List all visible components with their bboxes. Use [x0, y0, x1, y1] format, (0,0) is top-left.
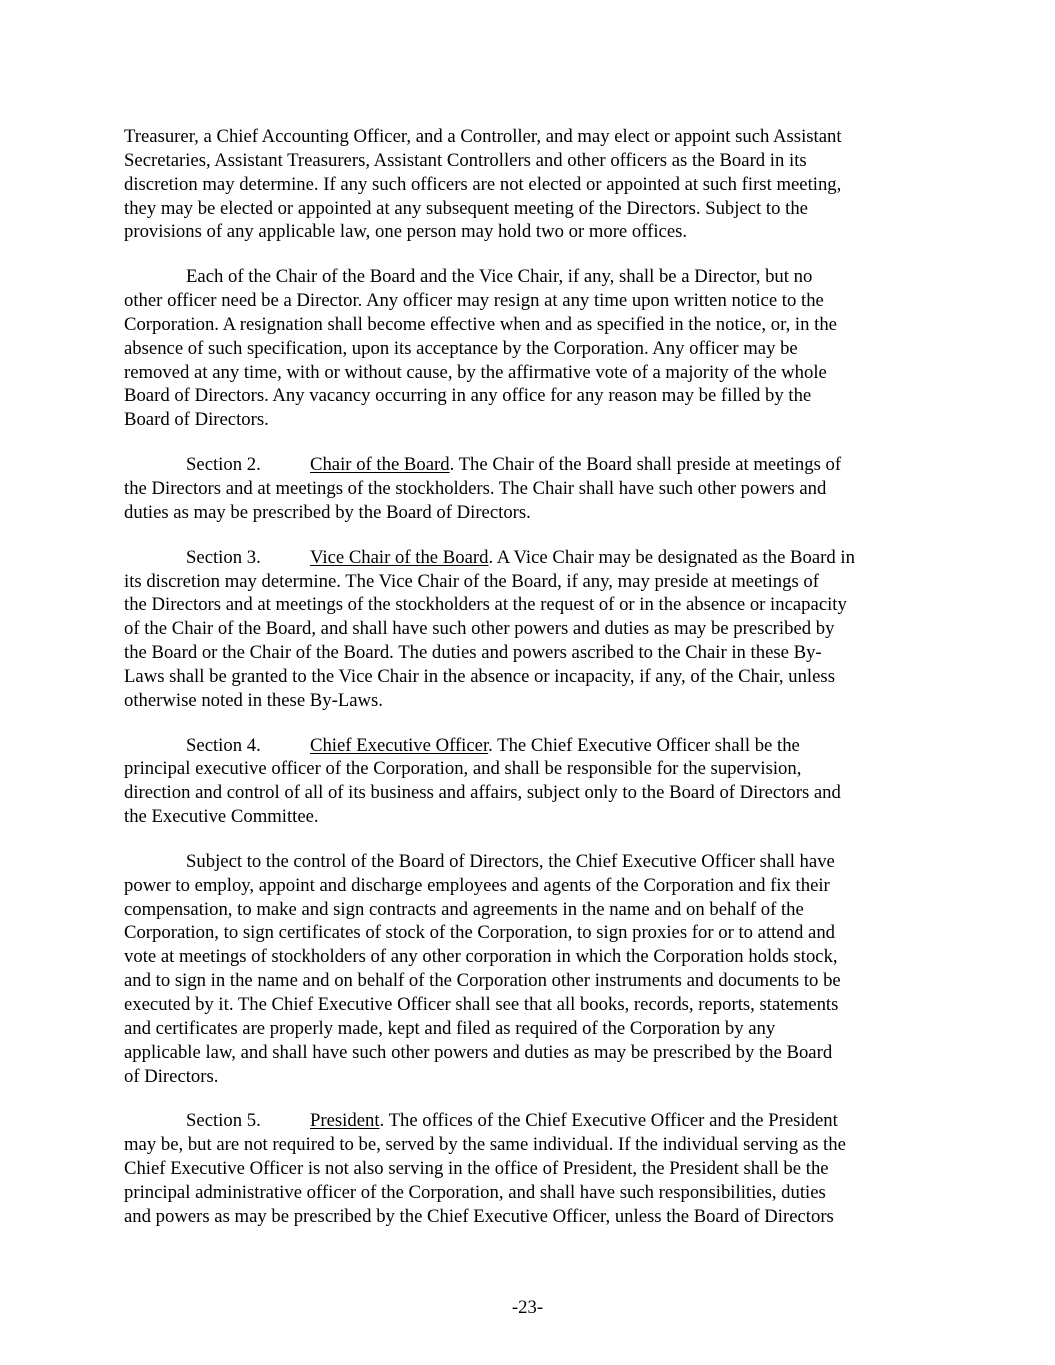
section-text: . The offices of the Chief Executive Officer and the President	[379, 1110, 838, 1132]
text-line: compensation, to make and sign contracts and agreements in the name and on behalf of the	[124, 898, 804, 920]
text-line: the Directors and at meetings of the stockholders at the request of or in the absence or incapacity	[124, 594, 847, 616]
text-line: and certificates are properly made, kept and filed as required of the Corporation by any	[124, 1017, 776, 1039]
section-first-line	[124, 734, 944, 758]
section-heading: Vice Chair of the Board	[310, 546, 489, 568]
text-line: Subject to the control of the Board of Directors, the Chief Executive Officer shall have	[186, 850, 835, 872]
section-first-line	[124, 453, 944, 477]
text-line: removed at any time, with or without cause, by the affirmative vote of a majority of the whole	[124, 361, 827, 383]
text-line: Board of Directors. Any vacancy occurring in any office for any reason may be filled by the	[124, 385, 812, 407]
text-line: Treasurer, a Chief Accounting Officer, and a Controller, and may elect or appoint such Assistant	[124, 126, 842, 147]
text-line: the Executive Committee.	[124, 806, 319, 828]
text-line: otherwise noted in these By-Laws.	[124, 689, 383, 711]
section-number: Section 2.	[186, 454, 261, 476]
text-line: principal executive officer of the Corporation, and shall be responsible for the supervision,	[124, 758, 802, 780]
text-line: Corporation, to sign certificates of stock of the Corporation, to sign proxies for or to attend and	[124, 922, 836, 944]
text-line: the Directors and at meetings of the stockholders. The Chair shall have such other powers and	[124, 477, 827, 499]
text-line: they may be elected or appointed at any subsequent meeting of the Directors. Subject to the	[124, 197, 808, 219]
text-line: may be, but are not required to be, served by the same individual. If the individual serving as the	[124, 1134, 846, 1156]
text-line: provisions of any applicable law, one person may hold two or more offices.	[124, 221, 688, 243]
text-line: Corporation. A resignation shall become effective when and as specified in the notice, or, in the	[124, 313, 837, 335]
section-5-president	[124, 1109, 944, 1228]
section-2-chair-of-the-board	[124, 453, 944, 525]
section-number: Section 5.	[186, 1110, 261, 1132]
text-line: other officer need be a Director. Any officer may resign at any time upon written notice to the	[124, 290, 824, 312]
text-line: executed by it. The Chief Executive Officer shall see that all books, records, reports, statements	[124, 994, 839, 1015]
text-line: Board of Directors.	[124, 409, 269, 431]
text-line: of Directors.	[124, 1065, 219, 1087]
text-line: absence of such specification, upon its acceptance by the Corporation. Any officer may be	[124, 337, 798, 359]
section-4-chief-executive-officer	[124, 734, 944, 829]
section-first-line	[124, 1109, 944, 1133]
text-line: applicable law, and shall have such other powers and duties as may be prescribed by the Board	[124, 1041, 833, 1063]
text-line: discretion may determine. If any such officers are not elected or appointed at such first meeting,	[124, 173, 842, 195]
paragraph-officers-continuation	[124, 125, 944, 244]
section-3-vice-chair-of-the-board	[124, 546, 944, 713]
text-line: and powers as may be prescribed by the Chief Executive Officer, unless the Board of Directors	[124, 1205, 834, 1227]
paragraph-ceo-powers	[124, 850, 944, 1088]
text-line: vote at meetings of stockholders of any other corporation in which the Corporation holds stock,	[124, 946, 838, 968]
page-number: -23-	[511, 1297, 544, 1318]
document-body	[124, 125, 944, 1250]
text-line: direction and control of all of its business and affairs, subject only to the Board of Directors and	[124, 782, 841, 804]
text-line: Secretaries, Assistant Treasurers, Assistant Controllers and other officers as the Board in its	[124, 149, 807, 171]
text-line: Each of the Chair of the Board and the Vice Chair, if any, shall be a Director, but no	[186, 266, 813, 288]
section-heading: Chair of the Board	[310, 454, 450, 476]
text-line: and to sign in the name and on behalf of the Corporation other instruments and documents to be	[124, 970, 841, 992]
section-text: . The Chief Executive Officer shall be the	[488, 734, 800, 756]
section-text: . A Vice Chair may be designated as the Board in	[488, 546, 855, 568]
text-line: duties as may be prescribed by the Board of Directors.	[124, 501, 531, 523]
section-number: Section 4.	[186, 734, 261, 756]
paragraph-officer-resignation	[124, 265, 944, 432]
section-heading: President	[310, 1110, 380, 1132]
text-line: its discretion may determine. The Vice Chair of the Board, if any, may preside at meetings of	[124, 570, 819, 592]
section-text: . The Chair of the Board shall preside at meetings of	[449, 454, 842, 476]
text-line: principal administrative officer of the Corporation, and shall have such responsibilities, duties	[124, 1181, 826, 1203]
text-line: the Board or the Chair of the Board. The duties and powers ascribed to the Chair in these By-	[124, 642, 822, 664]
text-line: power to employ, appoint and discharge employees and agents of the Corporation and fix their	[124, 874, 830, 896]
text-line: of the Chair of the Board, and shall have such other powers and duties as may be prescribed by	[124, 618, 835, 640]
text-line: Laws shall be granted to the Vice Chair in the absence or incapacity, if any, of the Chair, unless	[124, 665, 835, 687]
text-line: Chief Executive Officer is not also serving in the office of President, the President shall be the	[124, 1158, 829, 1180]
section-heading: Chief Executive Officer	[310, 734, 489, 756]
section-first-line	[124, 546, 944, 570]
section-number: Section 3.	[186, 546, 261, 568]
